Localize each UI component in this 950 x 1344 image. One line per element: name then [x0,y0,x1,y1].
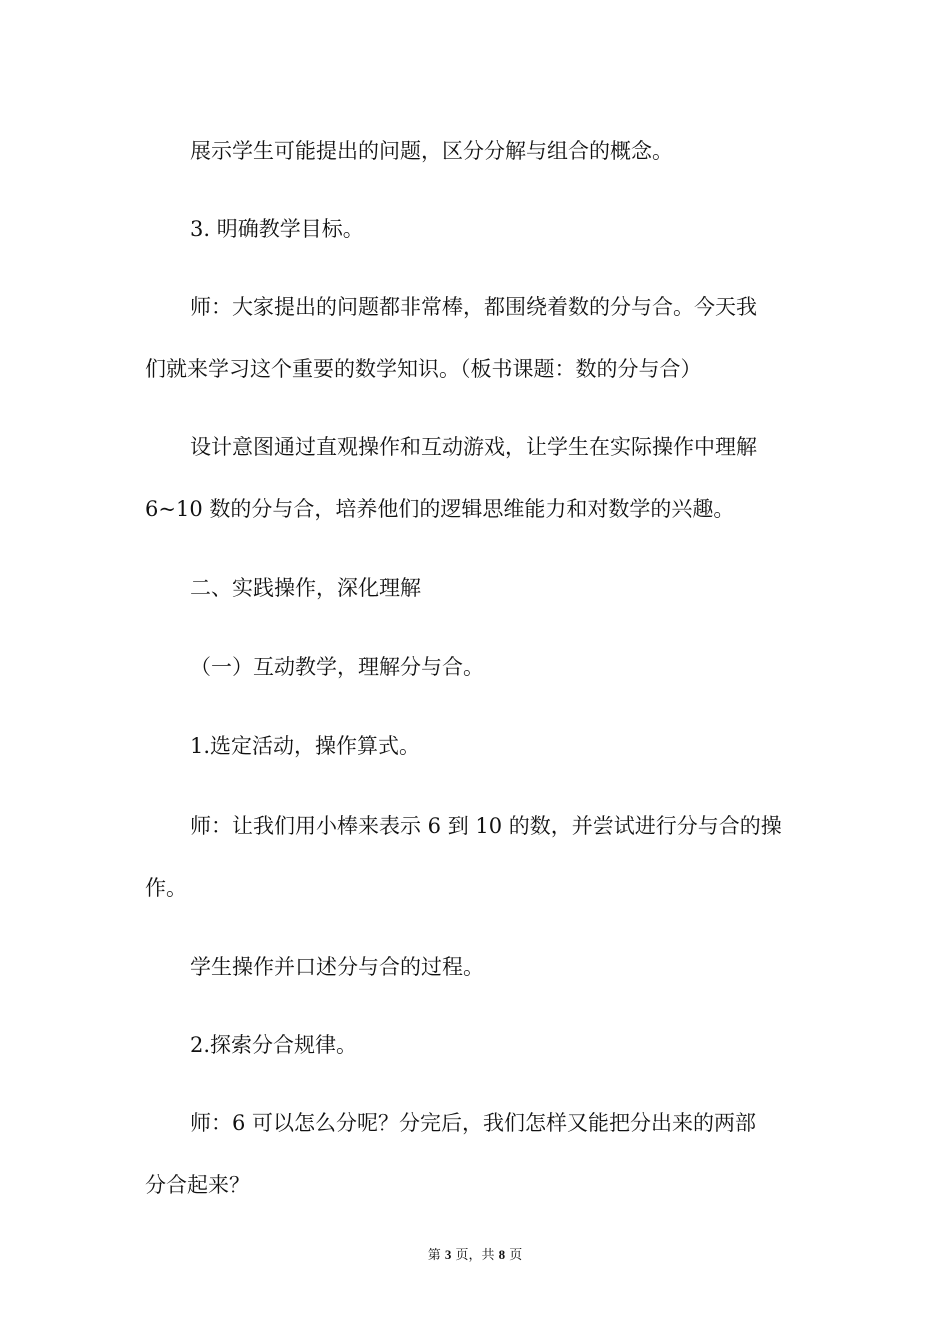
paragraph-line: 们就来学习这个重要的数学知识。（板书课题：数的分与合） [145,357,702,381]
total-pages-number: 8 [498,1247,506,1262]
section-heading: 2.探索分合规律。 [190,1033,358,1057]
section-heading: 3. 明确教学目标。 [190,217,364,241]
paragraph-line: 设计意图通过直观操作和互动游戏，让学生在实际操作中理解 [190,435,757,459]
paragraph-line: 分合起来？ [145,1173,250,1197]
page-footer [0,1246,950,1265]
subsection-heading: （一）互动教学，理解分与合。 [190,655,484,679]
paragraph-line: 学生操作并口述分与合的过程。 [190,955,484,979]
paragraph-line: 展示学生可能提出的问题，区分分解与组合的概念。 [190,139,673,163]
paragraph-line: 作。 [145,876,187,900]
paragraph-line: 师：6 可以怎么分呢？分完后，我们怎样又能把分出来的两部 [190,1111,757,1135]
current-page-number: 3 [444,1247,452,1262]
section-heading: 1.选定活动，操作算式。 [190,734,421,758]
section-heading: 二、实践操作，深化理解 [190,576,421,600]
footer-middle: 页，共 [455,1248,495,1263]
paragraph-line: 师：大家提出的问题都非常棒，都围绕着数的分与合。今天我 [190,295,757,319]
footer-suffix: 页 [509,1248,523,1263]
footer-prefix: 第 [427,1248,441,1263]
paragraph-line: 6~10 数的分与合，培养他们的逻辑思维能力和对数学的兴趣。 [145,497,735,521]
paragraph-line: 师：让我们用小棒来表示 6 到 10 的数，并尝试进行分与合的操 [190,814,782,838]
